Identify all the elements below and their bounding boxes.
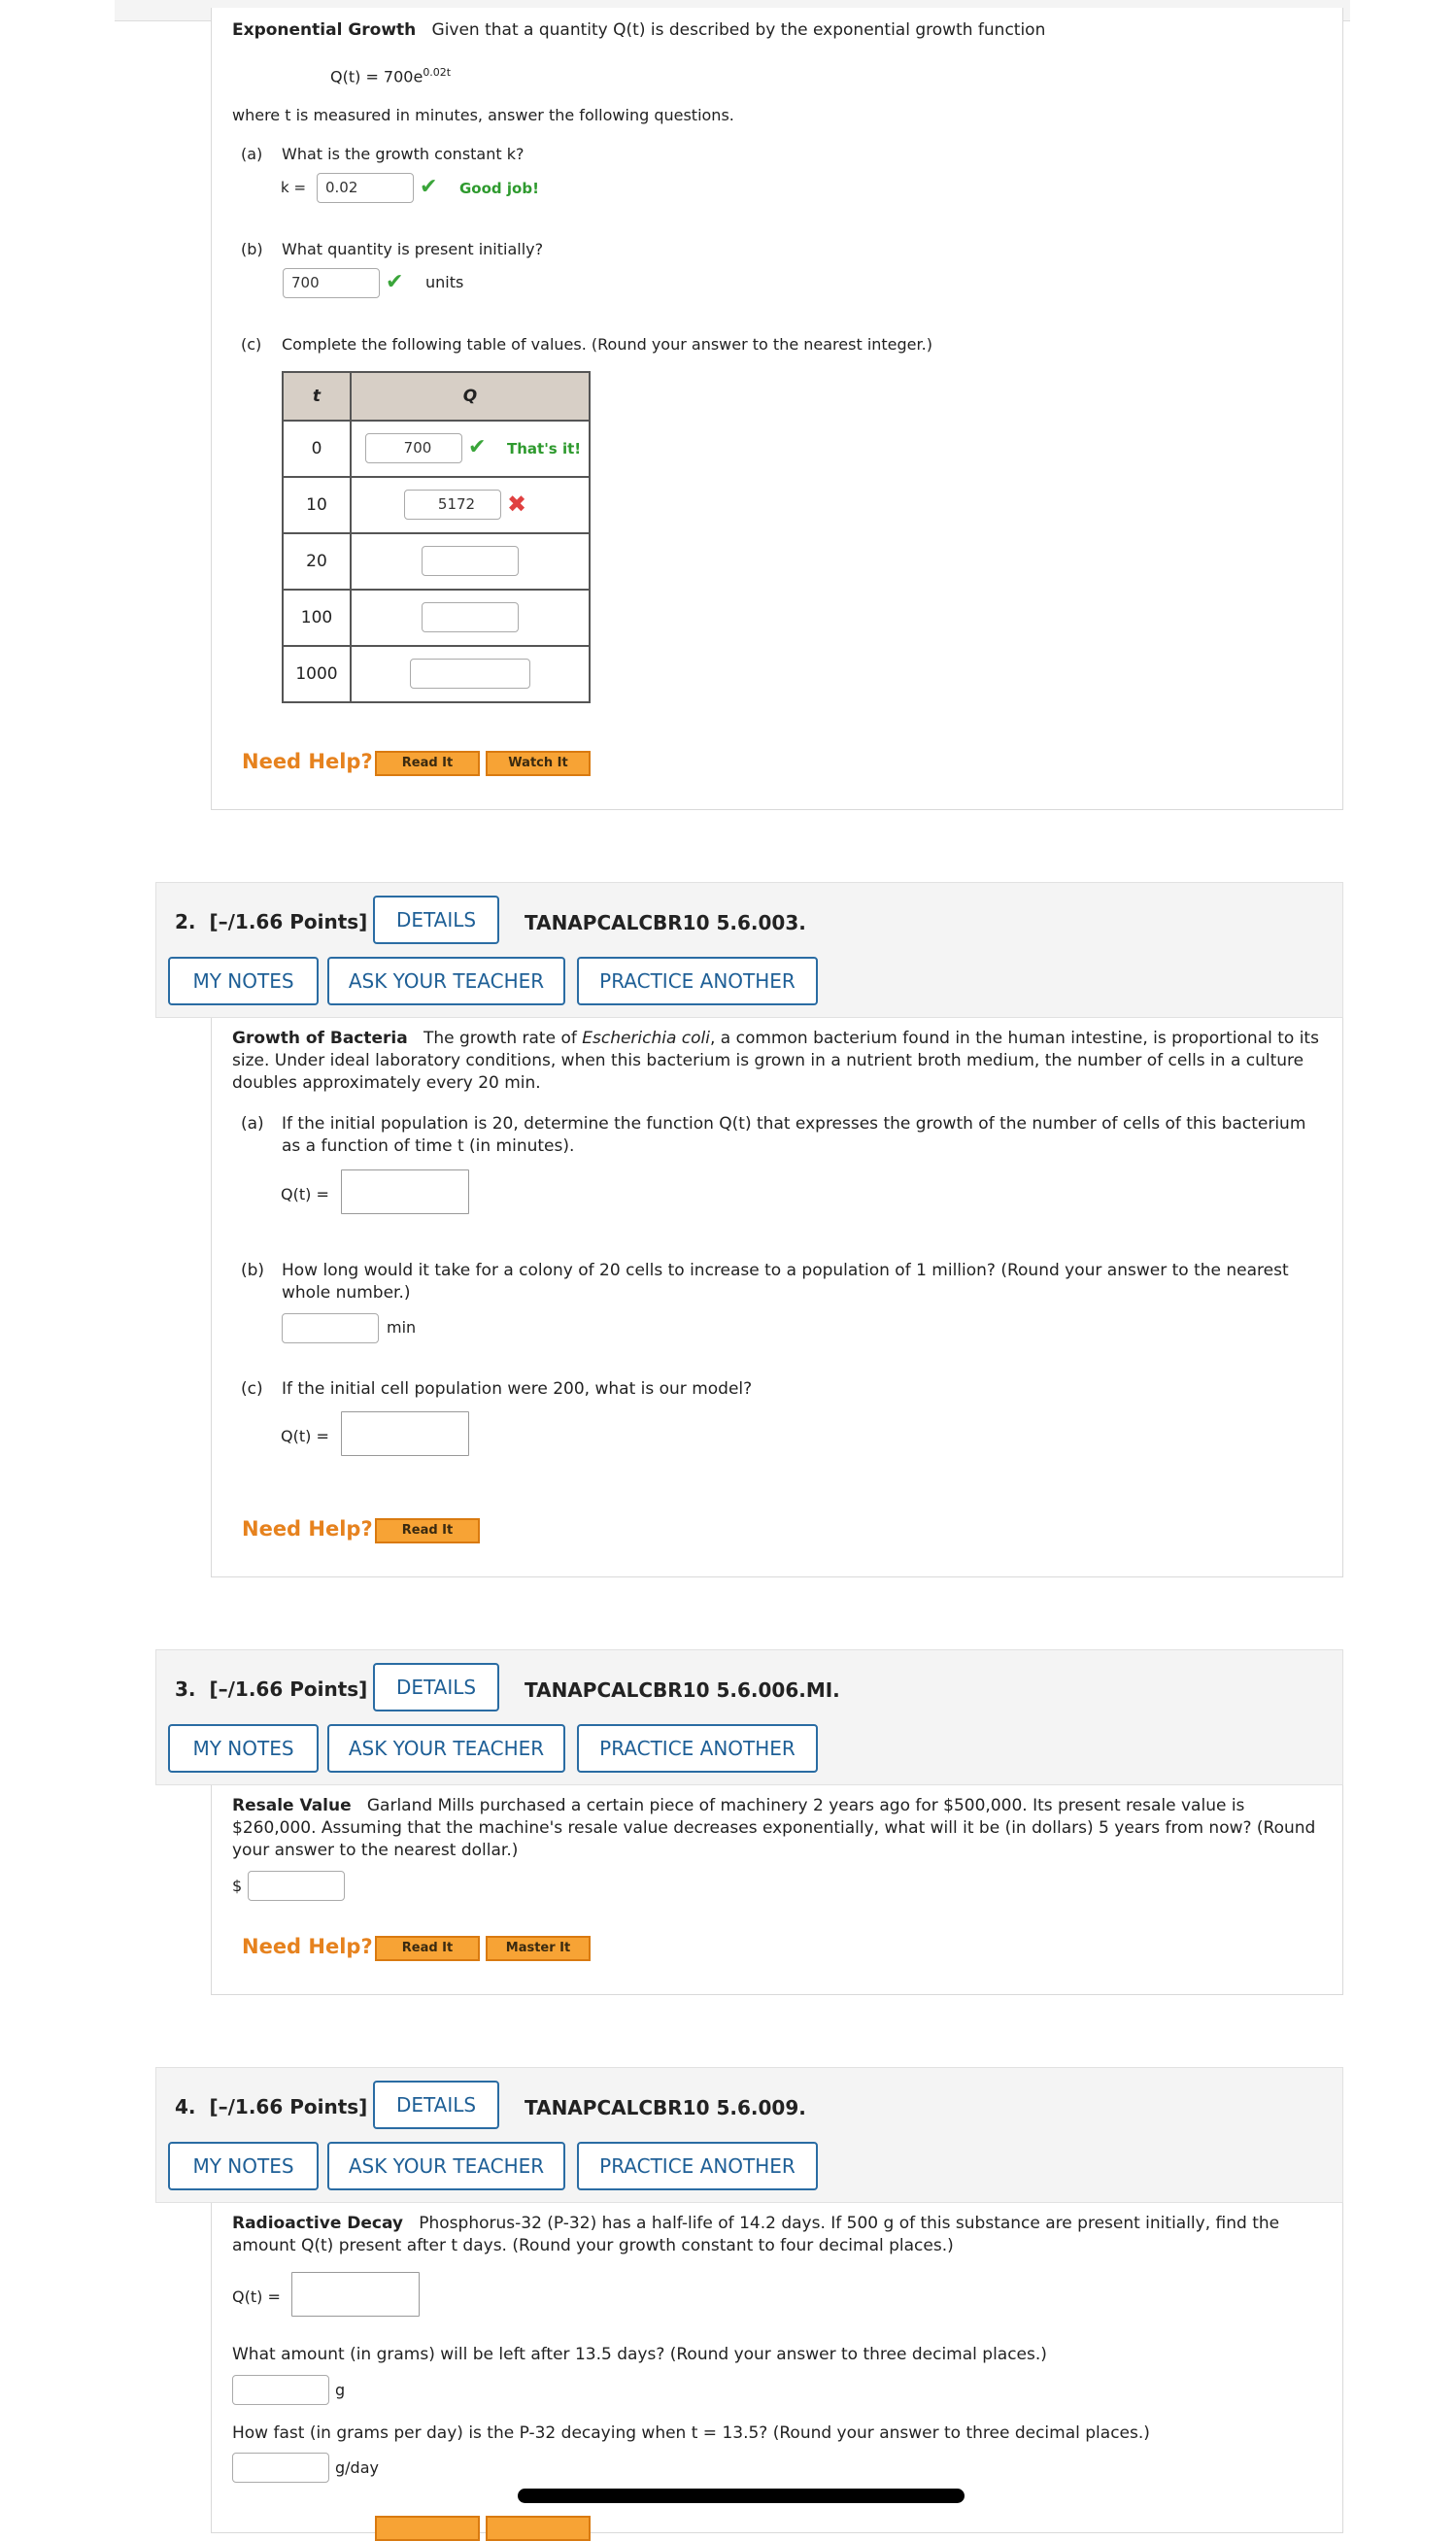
watch-it-button-partial[interactable] bbox=[486, 2516, 591, 2541]
read-it-button[interactable]: Read It bbox=[375, 751, 480, 776]
ask-teacher-button[interactable]: ASK YOUR TEACHER bbox=[327, 1724, 565, 1773]
table-header-q: Q bbox=[351, 372, 590, 421]
read-it-button[interactable]: Read It bbox=[375, 1518, 480, 1543]
q-input-t100[interactable] bbox=[422, 602, 519, 632]
q1-intro-line bbox=[232, 19, 1320, 42]
q-input-t0[interactable]: 700 bbox=[365, 433, 462, 463]
q1-b-unit: units bbox=[425, 273, 464, 291]
master-it-button[interactable]: Master It bbox=[486, 1936, 591, 1961]
q3-number: 3. bbox=[175, 1677, 196, 1701]
table-row bbox=[283, 533, 590, 590]
q2-intro-1: The growth rate of bbox=[423, 1029, 577, 1048]
q1-c-label: (c) bbox=[241, 335, 262, 354]
table-header-t: t bbox=[283, 372, 351, 421]
q3-text bbox=[232, 1795, 1320, 1862]
q2-b-label: (b) bbox=[241, 1261, 265, 1280]
q-input-t10[interactable]: 5172 bbox=[404, 490, 501, 520]
table-row bbox=[283, 477, 590, 533]
scrollbar[interactable] bbox=[518, 2489, 965, 2503]
q2-qt-input[interactable] bbox=[341, 1169, 469, 1214]
my-notes-button[interactable]: MY NOTES bbox=[168, 957, 319, 1005]
q2-c-text: If the initial cell population were 200, what is our model? bbox=[282, 1379, 753, 1399]
q4-amount-text: What amount (in grams) will be left after 13.5 days? (Round your answer to three decimal places.) bbox=[232, 2345, 1047, 2364]
q4-amount-input[interactable] bbox=[232, 2375, 329, 2405]
q4-number: 4. bbox=[175, 2095, 196, 2118]
q1-c-text: Complete the following table of values. (Round your answer to the nearest integer.) bbox=[282, 335, 932, 354]
table-cell-t: 10 bbox=[283, 477, 351, 533]
incorrect-x-icon: ✖ bbox=[507, 491, 527, 518]
q2-intro-2: , a common bacterium found in the human intestine, is proportional to its size. Under ideal laboratory conditions, when this bacterium is grown in a nutrient broth medium, the number of cells in a culture doubles approximately every 20 min. bbox=[232, 1029, 1319, 1093]
table-cell-q bbox=[351, 590, 590, 646]
q2-a-eq: Q(t) = bbox=[281, 1185, 329, 1203]
table-cell-t: 20 bbox=[283, 533, 351, 590]
table-cell-q bbox=[351, 646, 590, 702]
q1-b-text: What quantity is present initially? bbox=[282, 240, 544, 258]
q3-title: Resale Value bbox=[232, 1796, 352, 1815]
read-it-button[interactable]: Read It bbox=[375, 1936, 480, 1961]
q1-a-text: What is the growth constant k? bbox=[282, 145, 525, 163]
details-button[interactable]: DETAILS bbox=[373, 1663, 499, 1711]
table-cell-t: 0 bbox=[283, 421, 351, 477]
q1-formula bbox=[330, 62, 451, 87]
q2-time-input[interactable] bbox=[282, 1313, 379, 1343]
q4-number-points bbox=[175, 2095, 367, 2118]
q1-a-var: k = bbox=[281, 179, 307, 196]
q1-title: Exponential Growth bbox=[232, 20, 417, 40]
q2-c-eq: Q(t) = bbox=[281, 1427, 329, 1445]
q4-eq: Q(t) = bbox=[232, 2287, 281, 2306]
table-row bbox=[283, 421, 590, 477]
q-input-t20[interactable] bbox=[422, 546, 519, 576]
q3-currency: $ bbox=[232, 1877, 243, 1895]
q4-title: Radioactive Decay bbox=[232, 2214, 404, 2233]
practice-another-button[interactable]: PRACTICE ANOTHER bbox=[577, 1724, 818, 1773]
q2-need-help: Need Help? bbox=[242, 1517, 373, 1541]
q2-intro bbox=[232, 1028, 1320, 1095]
q3-need-help: Need Help? bbox=[242, 1935, 373, 1958]
q4-qt-input[interactable] bbox=[291, 2272, 420, 2317]
q2-c-label: (c) bbox=[241, 1379, 263, 1399]
q3-resale-input[interactable] bbox=[248, 1871, 345, 1901]
q2-b-text: How long would it take for a colony of 20 cells to increase to a population of 1 million? (Round your answer to the nearest whole number.) bbox=[282, 1261, 1289, 1303]
practice-another-button[interactable]: PRACTICE ANOTHER bbox=[577, 957, 818, 1005]
details-button[interactable]: DETAILS bbox=[373, 896, 499, 944]
q2-number: 2. bbox=[175, 910, 196, 933]
read-it-button-partial[interactable] bbox=[375, 2516, 480, 2541]
correct-check-icon: ✔ bbox=[386, 270, 404, 294]
table-row bbox=[283, 590, 590, 646]
table-cell-q bbox=[351, 477, 590, 533]
q1-intro: Given that a quantity Q(t) is described by the exponential growth function bbox=[431, 20, 1046, 40]
q4-rate-text: How fast (in grams per day) is the P-32 decaying when t = 13.5? (Round your answer to three decimal places.) bbox=[232, 2423, 1150, 2443]
values-table bbox=[282, 371, 591, 703]
my-notes-button[interactable]: MY NOTES bbox=[168, 2142, 319, 2190]
q4-points: [–/1.66 Points] bbox=[209, 2095, 368, 2118]
q1-b-label: (b) bbox=[241, 240, 263, 258]
table-cell-t: 100 bbox=[283, 590, 351, 646]
q1-a-label: (a) bbox=[241, 145, 263, 163]
q1-where: where t is measured in minutes, answer the following questions. bbox=[232, 106, 734, 124]
row0-feedback: That's it! bbox=[507, 440, 582, 457]
q2-points: [–/1.66 Points] bbox=[209, 910, 368, 933]
q1-formula-lhs: Q(t) = 700e bbox=[330, 67, 423, 86]
q1-initial-input[interactable]: 700 bbox=[283, 268, 380, 298]
q1-need-help: Need Help? bbox=[242, 750, 373, 773]
q2-intro-species: Escherichia coli bbox=[582, 1029, 710, 1048]
ask-teacher-button[interactable]: ASK YOUR TEACHER bbox=[327, 957, 565, 1005]
q2-a-text: If the initial population is 20, determine the function Q(t) that expresses the growth of the number of cells of this bacterium as a function of time t (in minutes). bbox=[282, 1114, 1306, 1156]
q-input-t1000[interactable] bbox=[410, 659, 530, 689]
table-cell-q bbox=[351, 421, 590, 477]
correct-check-icon: ✔ bbox=[468, 435, 487, 459]
q4-code: TANAPCALCBR10 5.6.009. bbox=[525, 2096, 806, 2119]
watch-it-button[interactable]: Watch It bbox=[486, 751, 591, 776]
ask-teacher-button[interactable]: ASK YOUR TEACHER bbox=[327, 2142, 565, 2190]
table-cell-t: 1000 bbox=[283, 646, 351, 702]
q1-formula-exp: 0.02t bbox=[423, 66, 452, 79]
q2-code: TANAPCALCBR10 5.6.003. bbox=[525, 911, 806, 934]
table-cell-q bbox=[351, 533, 590, 590]
q2-model-input[interactable] bbox=[341, 1411, 469, 1456]
q2-number-points bbox=[175, 910, 367, 933]
q4-rate-unit: g/day bbox=[335, 2458, 379, 2477]
q4-body: Phosphorus-32 (P-32) has a half-life of 14.2 days. If 500 g of this substance are present initially, find the amount Q(t) present after t days. (Round your growth constant to four decimal places.) bbox=[232, 2214, 1280, 2255]
q3-points: [–/1.66 Points] bbox=[209, 1677, 368, 1701]
q3-code: TANAPCALCBR10 5.6.006.MI. bbox=[525, 1678, 840, 1702]
q1-a-feedback: Good job! bbox=[459, 180, 539, 197]
my-notes-button[interactable]: MY NOTES bbox=[168, 1724, 319, 1773]
q2-a-label: (a) bbox=[241, 1114, 264, 1134]
correct-check-icon: ✔ bbox=[420, 175, 438, 199]
q3-number-points bbox=[175, 1677, 367, 1701]
details-button[interactable]: DETAILS bbox=[373, 2081, 499, 2129]
q3-body: Garland Mills purchased a certain piece of machinery 2 years ago for $500,000. Its present resale value is $260,000. Assuming that the machine's resale value decreases exponentially, what will it be (in dollars) 5 years from now? (Round your answer to the nearest dollar.) bbox=[232, 1796, 1316, 1860]
q2-b-unit: min bbox=[387, 1318, 417, 1337]
q1-k-input[interactable]: 0.02 bbox=[317, 173, 414, 203]
q4-amount-unit: g bbox=[335, 2381, 346, 2399]
q2-title: Growth of Bacteria bbox=[232, 1029, 408, 1048]
q4-rate-input[interactable] bbox=[232, 2453, 329, 2483]
practice-another-button[interactable]: PRACTICE ANOTHER bbox=[577, 2142, 818, 2190]
q4-text bbox=[232, 2213, 1320, 2257]
table-row bbox=[283, 646, 590, 702]
